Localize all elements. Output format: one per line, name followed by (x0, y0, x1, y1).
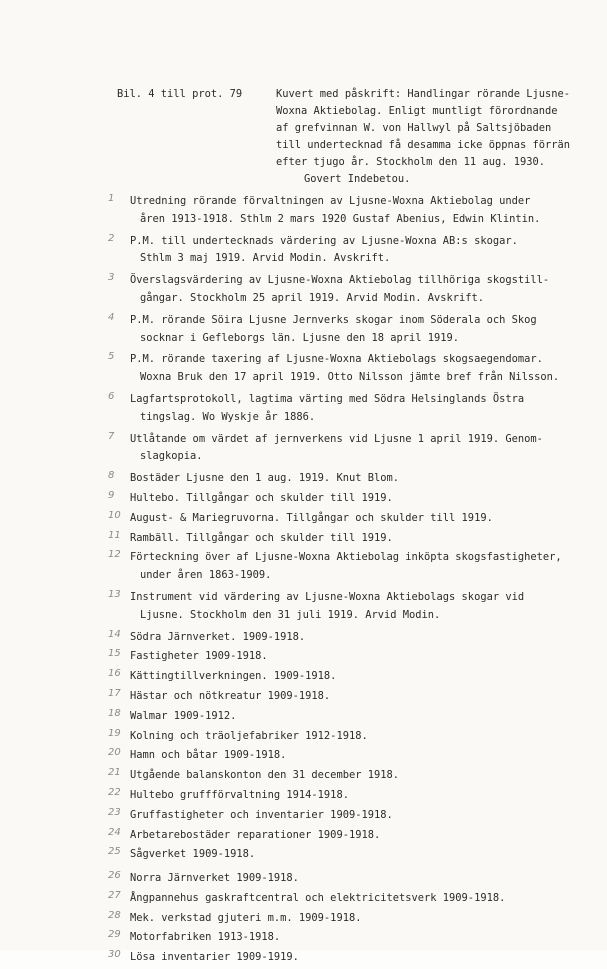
list-item (110, 549, 570, 585)
item-number: 12 (108, 549, 121, 561)
note-line: Woxna Aktiebolag. Enligt muntligt förordnande (276, 105, 558, 117)
list-item (110, 688, 570, 706)
item-text-line: gångar. Stockholm 25 april 1919. Arvid Modin. Avskrift. (140, 291, 485, 304)
list-item (110, 910, 570, 928)
item-text-line: Utgående balanskonton den 31 december 1918. (130, 769, 399, 782)
item-text-line: Ångpannehus gaskraftcentral och elektricitetsverk 1909-1918. (130, 891, 506, 904)
list-item (110, 787, 570, 805)
item-text-line: Södra Järnverket. 1909-1918. (130, 630, 306, 643)
item-text-line: Hamn och båtar 1909-1918. (130, 749, 287, 762)
list-item (110, 827, 570, 845)
list-item (110, 728, 570, 746)
item-number: 11 (108, 529, 121, 541)
list-item (110, 767, 570, 785)
item-text-line: Bostäder Ljusne den 1 aug. 1919. Knut Blom. (130, 472, 399, 485)
list-item (110, 470, 570, 488)
item-text-line: Hultebo gruffförvaltning 1914-1918. (130, 788, 349, 801)
item-number: 6 (108, 390, 115, 402)
item-text-line: August- & Mariegruvorna. Tillgångar och skulder till 1919. (130, 511, 493, 524)
item-number: 17 (108, 687, 121, 699)
list-item (110, 431, 570, 467)
list-item (110, 530, 570, 548)
item-number: 8 (108, 470, 115, 482)
item-number: 24 (108, 826, 121, 838)
list-item (110, 490, 570, 508)
item-text-line: Utredning rörande förvaltningen av Ljusne-Woxna Aktiebolag under (130, 195, 531, 207)
list-item (110, 949, 570, 967)
list-item (110, 391, 570, 427)
item-text-line: slagkopia. (140, 450, 203, 463)
item-text-line: Sthlm 3 maj 1919. Arvid Modin. Avskrift. (140, 252, 391, 265)
item-text-line: P.M. rörande taxering af Ljusne-Woxna Aktiebolags skogsaegendomar. (130, 353, 543, 366)
item-text-line: socknar i Gefleborgs län. Ljusne den 18 april 1919. (140, 331, 460, 344)
item-text-line: Rambäll. Tillgångar och skulder till 1919. (130, 531, 393, 544)
item-text-line: Arbetarebostäder reparationer 1909-1918. (130, 828, 381, 841)
item-text-line: Norra Järnverket 1909-1918. (130, 872, 299, 885)
list-item (110, 668, 570, 686)
item-number: 19 (108, 727, 121, 739)
item-text-line: Walmar 1909-1912. (130, 709, 237, 722)
list-item (110, 648, 570, 666)
list-item (110, 870, 570, 888)
item-text-line: Hultebo. Tillgångar och skulder till 1919. (130, 491, 393, 504)
list-item (110, 846, 570, 864)
list-item (110, 510, 570, 528)
item-text-line: P.M. till undertecknads värdering av Ljusne-Woxna AB:s skogar. (130, 234, 518, 247)
item-number: 2 (108, 232, 115, 244)
item-text-line: Woxna Bruk den 17 april 1919. Otto Nilsson jämte bref från Nilsson. (140, 371, 560, 384)
item-number: 14 (108, 628, 121, 640)
item-number: 27 (108, 889, 121, 901)
item-number: 5 (108, 351, 115, 363)
item-text-line: Utlåtande om värdet af jernverkens vid Ljusne 1 april 1919. Genom- (130, 432, 543, 445)
item-text-line: Hästar och nötkreatur 1909-1918. (130, 689, 331, 702)
item-number: 15 (108, 648, 121, 660)
item-number: 3 (108, 272, 115, 284)
item-text-line: P.M. rörande Söira Ljusne Jernverks skogar inom Söderala och Skog (130, 313, 537, 326)
item-text-line: Kolning och träoljefabriker 1912-1918. (130, 729, 368, 742)
item-text-line: Fastigheter 1909-1918. (130, 650, 268, 663)
item-text-line: tingslag. Wo Wyskje år 1886. (140, 410, 316, 423)
item-text-line: Förteckning över af Ljusne-Woxna Aktiebolag inköpta skogsfastigheter, (130, 551, 562, 564)
list-item (110, 708, 570, 726)
list-item (110, 890, 570, 908)
item-text-line: Lösa inventarier 1909-1919. (130, 951, 299, 964)
item-number: 29 (108, 929, 121, 941)
item-number: 25 (108, 846, 121, 858)
note-line: till undertecknad få desamma icke öppnas förrän (276, 139, 571, 151)
list-item (110, 351, 570, 387)
note-line: Kuvert med påskrift: Handlingar rörande Ljusne- (276, 88, 571, 100)
item-text-line: Ljusne. Stockholm den 31 juli 1919. Arvid Modin. (140, 608, 441, 621)
item-text-line: Överslagsvärdering av Ljusne-Woxna Aktiebolag tillhöriga skogstill- (130, 274, 550, 287)
item-number: 18 (108, 707, 121, 719)
list-item (110, 629, 570, 647)
item-text-line: Sågverket 1909-1918. (130, 848, 256, 861)
list-item (110, 193, 570, 229)
item-number: 7 (108, 430, 115, 442)
item-number: 16 (108, 668, 121, 680)
item-number: 10 (108, 509, 121, 521)
envelope-note (276, 86, 576, 188)
item-number: 9 (108, 489, 115, 501)
item-number: 22 (108, 786, 121, 798)
list-item (110, 272, 570, 308)
item-number: 30 (108, 949, 121, 961)
item-text-line: Mek. verkstad gjuteri m.m. 1909-1918. (130, 911, 362, 924)
item-number: 26 (108, 870, 121, 882)
list-item (110, 312, 570, 348)
item-text-line: Motorfabriken 1913-1918. (130, 931, 281, 944)
item-number: 21 (108, 767, 121, 779)
item-text-line: Instrument vid värdering av Ljusne-Woxna Aktiebolags skogar vid (130, 590, 525, 603)
document-list (110, 193, 570, 969)
item-number: 28 (108, 909, 121, 921)
list-item (110, 747, 570, 765)
note-line: efter tjugo år. Stockholm den 11 aug. 1930. (276, 156, 545, 168)
item-text-line: Gruffastigheter och inventarier 1909-1918. (130, 808, 393, 821)
note-line: af grefvinnan W. von Hallwyl på Saltsjöbaden (276, 122, 552, 134)
item-number: 1 (108, 193, 115, 204)
list-item (110, 589, 570, 625)
item-text-line: under åren 1863-1909. (140, 569, 272, 582)
item-text-line: Lagfartsprotokoll, lagtima värting med Södra Helsinglands Östra (130, 392, 525, 405)
item-number: 4 (108, 311, 115, 323)
item-text-line: åren 1913-1918. Sthlm 2 mars 1920 Gustaf Abenius, Edwin Klintin. (140, 212, 541, 225)
list-item (110, 929, 570, 947)
item-number: 13 (108, 588, 121, 600)
signature: Govert Indebetou. (304, 173, 411, 185)
item-number: 23 (108, 806, 121, 818)
list-item (110, 807, 570, 825)
list-item (110, 233, 570, 269)
item-number: 20 (108, 747, 121, 759)
protocol-reference: Bil. 4 till prot. 79 (117, 88, 243, 100)
item-text-line: Kättingtillverkningen. 1909-1918. (130, 670, 337, 683)
